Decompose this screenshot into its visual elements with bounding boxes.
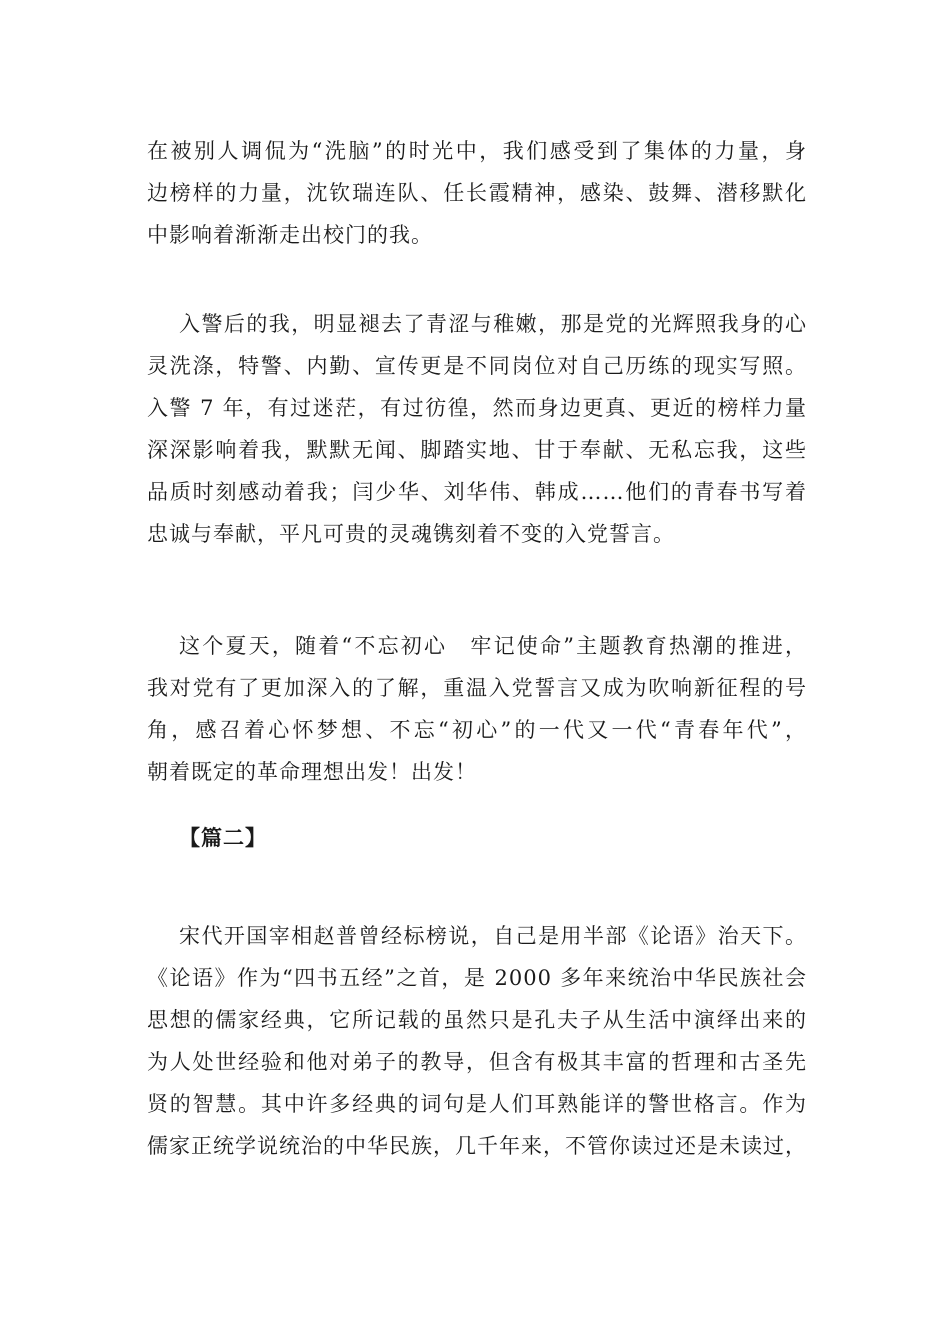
paragraph-line: 中影响着渐渐走出校门的我。 (147, 223, 433, 247)
paragraph-line: 朝着既定的革命理想出发！出发！ (147, 760, 477, 784)
paragraph-line: 忠诚与奉献，平凡可贵的灵魂镌刻着不变的入党誓言。 (147, 522, 675, 546)
paragraph-line: 在被别人调侃为“洗脑”的时光中，我们感受到了集体的力量，身 (147, 139, 807, 163)
paragraph-2 (147, 303, 807, 555)
paragraph-line: 角，感召着心怀梦想、不忘“初心”的一代又一代“青春年代”， (147, 718, 807, 742)
section-heading (147, 817, 807, 859)
paragraph-line: 我对党有了更加深入的了解，重温入党誓言又成为吹响新征程的号 (147, 676, 807, 700)
paragraph-line: 这个夏天，随着“不忘初心 牢记使命”主题教育热潮的推进， (179, 634, 807, 658)
paragraph-line: 品质时刻感动着我；闫少华、刘华伟、韩成……他们的青春书写着 (147, 480, 807, 504)
paragraph-4 (147, 915, 807, 1167)
paragraph-line: 边榜样的力量，沈钦瑞连队、任长霞精神，感染、鼓舞、潜移默化 (147, 181, 807, 205)
paragraph-line: 《论语》作为“四书五经”之首，是 2000 多年来统治中华民族社会 (147, 966, 807, 990)
section-heading-text: 【篇二】 (179, 825, 267, 850)
paragraph-3 (147, 625, 807, 793)
paragraph-line: 入警 7 年，有过迷茫，有过彷徨，然而身边更真、更近的榜样力量 (147, 396, 807, 420)
paragraph-line: 儒家正统学说统治的中华民族，几千年来，不管你读过还是未读过， (147, 1134, 807, 1158)
paragraph-line: 为人处世经验和他对弟子的教导，但含有极其丰富的哲理和古圣先 (147, 1050, 807, 1074)
paragraph-line: 思想的儒家经典，它所记载的虽然只是孔夫子从生活中演绎出来的 (147, 1008, 807, 1032)
paragraph-line: 贤的智慧。其中许多经典的词句是人们耳熟能详的警世格言。作为 (147, 1092, 807, 1116)
paragraph-line: 灵洗涤，特警、内勤、宣传更是不同岗位对自己历练的现实写照。 (147, 354, 807, 378)
paragraph-line: 深深影响着我，默默无闻、脚踏实地、甘于奉献、无私忘我，这些 (147, 438, 807, 462)
paragraph-line: 入警后的我，明显褪去了青涩与稚嫩，那是党的光辉照我身的心 (179, 312, 807, 336)
paragraph-line: 宋代开国宰相赵普曾经标榜说，自己是用半部《论语》治天下。 (179, 924, 807, 948)
paragraph-1 (147, 130, 807, 256)
